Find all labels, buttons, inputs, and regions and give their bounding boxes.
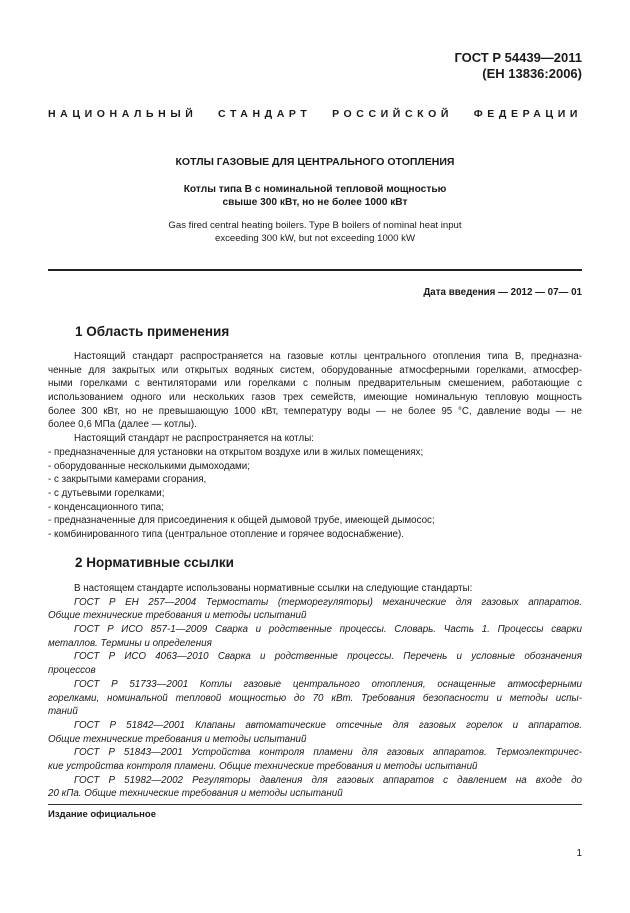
reference-line: ГОСТ Р 51982—2002 Регуляторы давления для газовых аппаратов с давлением на входе до bbox=[74, 774, 582, 786]
paragraph-line: более 0,6 МПа (далее — котлы). bbox=[48, 419, 197, 431]
list-item: - с закрытыми камерами сгорания, bbox=[48, 474, 207, 486]
reference-line: Общие технические требования и методы испытаний bbox=[48, 733, 307, 745]
list-item: - комбинированного типа (центральное отопление и горячее водоснабжение). bbox=[48, 528, 404, 540]
section-1-heading: 1 Область применения bbox=[75, 324, 230, 339]
section-2-heading: 2 Нормативные ссылки bbox=[75, 555, 234, 570]
english-title-line: exceeding 300 kW, but not exceeding 1000 kW bbox=[215, 232, 415, 244]
reference-line: Общие технические требования и методы испытаний bbox=[48, 610, 307, 622]
document-title: КОТЛЫ ГАЗОВЫЕ ДЛЯ ЦЕНТРАЛЬНОГО ОТОПЛЕНИЯ bbox=[175, 156, 455, 168]
reference-line: ГОСТ Р 51843—2001 Устройства контроля пламени для газовых аппаратов. Термоэлектричес- bbox=[74, 747, 582, 759]
reference-line: ГОСТ Р 51733—2001 Котлы газовые центрального отопления, оснащенные атмосферными bbox=[74, 678, 582, 690]
paragraph-line: ными горелками с вентиляторами или горелками с полным предварительным смешением, работающие с bbox=[48, 378, 582, 390]
reference-line: 20 кПа. Общие технические требования и методы испытаний bbox=[48, 788, 343, 800]
paragraph-line: более 300 кВт, но не превышающую 1000 кВт, температуру воды — не более 95 °С, давление воды — не bbox=[48, 405, 582, 417]
paragraph-line: использованием одного или нескольких газов трех семейств, имеющие номинальную тепловую мощность bbox=[48, 392, 582, 404]
title-block bbox=[48, 156, 582, 245]
introduction-date: Дата введения — 2012 — 07— 01 bbox=[423, 287, 582, 298]
standard-code: ГОСТ Р 54439—2011 bbox=[454, 50, 582, 65]
paragraph-line: ченные для закрытых или открытых водяных систем, оборудованные атмосферными горелками, атмосфер- bbox=[48, 364, 582, 376]
official-edition-label: Издание официальное bbox=[48, 809, 156, 820]
subtitle-line: свыше 300 кВт, но не более 1000 кВт bbox=[222, 197, 408, 208]
standard-code-block bbox=[454, 50, 582, 82]
footer-divider bbox=[48, 804, 582, 805]
reference-line: ГОСТ Р ЕН 257—2004 Термостаты (терморегуляторы) механические для газовых аппаратов. bbox=[74, 596, 582, 608]
section-2-body bbox=[48, 582, 582, 801]
list-item: - конденсационного типа; bbox=[48, 501, 164, 513]
equivalent-standard-code: (ЕН 13836:2006) bbox=[482, 66, 582, 81]
list-item: - с дутьевыми горелками; bbox=[48, 487, 165, 499]
paragraph-line: В настоящем стандарте использованы нормативные ссылки на следующие стандарты: bbox=[74, 583, 473, 594]
page-number: 1 bbox=[576, 848, 582, 859]
reference-line: горелками, номинальной тепловой мощностью до 70 кВт. Требования безопасности и методы испы- bbox=[48, 692, 582, 704]
reference-line: металлов. Термины и определения bbox=[48, 637, 212, 649]
list-item: - оборудованные несколькими дымоходами; bbox=[48, 460, 250, 472]
subtitle-line: Котлы типа В с номинальной тепловой мощностью bbox=[183, 184, 447, 195]
reference-line: процессов bbox=[48, 665, 96, 677]
list-item: - предназначенные для присоединения к общей дымовой трубе, имеющей дымосос; bbox=[48, 515, 435, 527]
document-subtitle bbox=[48, 183, 582, 209]
list-item: - предназначенные для установки на открытом воздухе или в жилых помещениях; bbox=[48, 446, 424, 458]
reference-line: ГОСТ Р ИСО 4063—2010 Сварка и родственные процессы. Перечень и условные обозначения bbox=[74, 651, 582, 663]
paragraph-line: Настоящий стандарт распространяется на газовые котлы центрального отопления типа В, предназна- bbox=[74, 351, 582, 362]
reference-line: таний bbox=[48, 706, 78, 718]
paragraph-line: Настоящий стандарт не распространяется на котлы: bbox=[74, 433, 314, 445]
reference-line: кие устройства контроля пламени. Общие технические требования и методы испытаний bbox=[48, 760, 478, 772]
english-title bbox=[48, 220, 582, 245]
reference-line: ГОСТ Р 51842—2001 Клапаны автоматические отсечные для газовых горелок и аппаратов. bbox=[74, 719, 582, 731]
section-1-body bbox=[48, 350, 582, 542]
english-title-line: Gas fired central heating boilers. Type B boilers of nominal heat input bbox=[168, 220, 462, 231]
reference-line: ГОСТ Р ИСО 857-1—2009 Сварка и родственные процессы. Словарь. Часть 1. Процессы сварки bbox=[74, 624, 582, 636]
national-standard-banner: НАЦИОНАЛЬНЫЙ СТАНДАРТ РОССИЙСКОЙ ФЕДЕРАЦИИ bbox=[48, 108, 582, 120]
title-divider bbox=[48, 269, 582, 271]
